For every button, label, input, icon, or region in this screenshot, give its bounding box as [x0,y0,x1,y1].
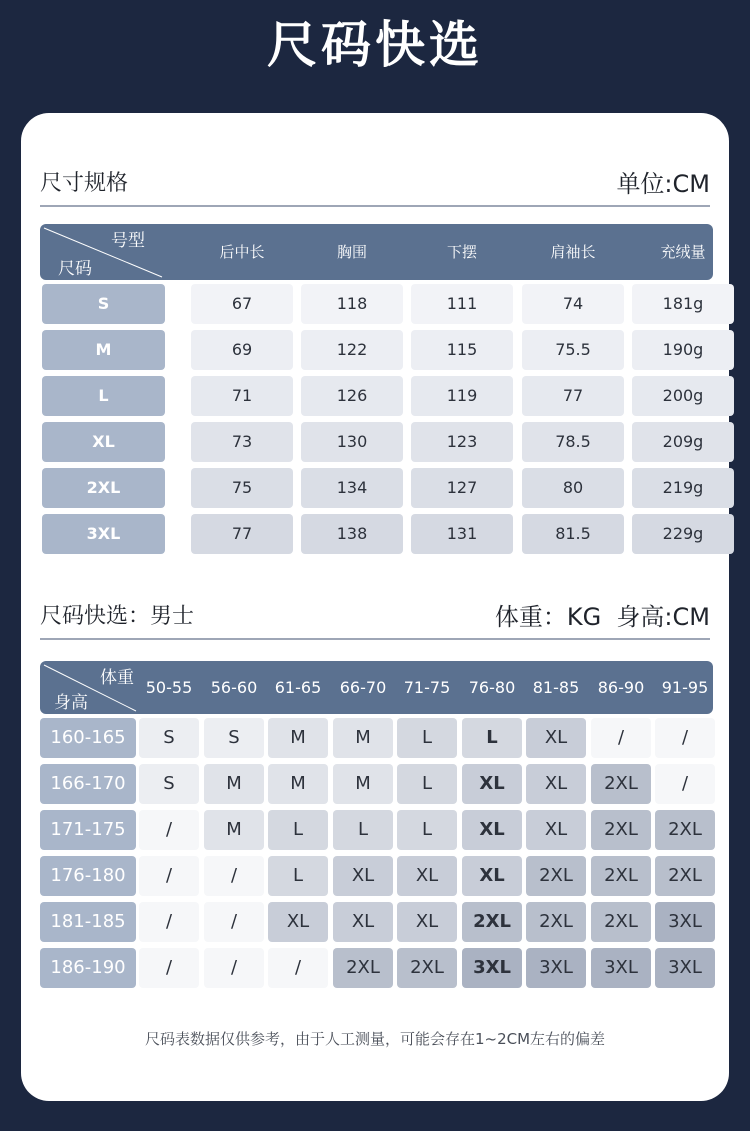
spec-unit: 单位:CM [616,169,710,198]
spec-column-header: 肩袖长 [550,243,596,261]
quick-cell: M [204,810,264,850]
quick-cell: / [655,718,715,758]
quick-cell: M [333,764,393,804]
disclaimer-note: 尺码表数据仅供参考，由于人工测量，可能会存在1~2CM左右的偏差 [144,1030,606,1048]
spec-size-label: M [42,330,165,370]
quick-cell: / [204,902,264,942]
quick-height-label: 186-190 [40,948,136,988]
quick-cell: / [204,856,264,896]
quick-cell: 2XL [526,902,586,942]
quick-cell: 2XL [591,902,651,942]
spec-cell: 74 [522,284,624,324]
quick-cell: / [139,810,199,850]
spec-column-header: 胸围 [336,243,367,261]
quick-cell: XL [462,764,522,804]
quick-cell: L [333,810,393,850]
quick-cell: 2XL [397,948,457,988]
quick-cell: 3XL [655,948,715,988]
quick-cell: XL [333,902,393,942]
quick-column-header: 86-90 [597,678,645,697]
spec-cell: 118 [301,284,403,324]
quick-cell: L [268,810,328,850]
quick-column-header: 66-70 [339,678,387,697]
spec-cell: 71 [191,376,293,416]
quick-height-label: 166-170 [40,764,136,804]
spec-cell: 127 [411,468,513,508]
spec-cell: 115 [411,330,513,370]
quick-cell: S [139,764,199,804]
quick-height-label: 160-165 [40,718,136,758]
spec-section-header [40,157,710,207]
quick-cell: 3XL [591,948,651,988]
quick-cell: / [139,856,199,896]
spec-cell: 138 [301,514,403,554]
quick-cell: XL [462,810,522,850]
spec-size-label: XL [42,422,165,462]
spec-cell: 134 [301,468,403,508]
quick-cell: 2XL [591,856,651,896]
spec-corner-cell [40,224,165,280]
quick-cell: 2XL [462,902,522,942]
quick-cell: 2XL [655,856,715,896]
spec-cell: 219g [632,468,734,508]
quick-heading: 尺码快选：男士 [40,603,195,629]
quick-column-header: 71-75 [403,678,451,697]
spec-cell: 67 [191,284,293,324]
spec-cell: 123 [411,422,513,462]
quick-column-header: 50-55 [145,678,193,697]
spec-corner-bottom: 尺码 [58,259,92,279]
quick-cell: 3XL [462,948,522,988]
quick-cell: M [333,718,393,758]
spec-table-header [40,224,713,280]
quick-cell: M [268,764,328,804]
quick-height-label: 176-180 [40,856,136,896]
spec-cell: 111 [411,284,513,324]
spec-column-header: 充绒量 [660,243,706,261]
quick-cell: / [655,764,715,804]
spec-size-label: L [42,376,165,416]
spec-cell: 122 [301,330,403,370]
size-card [21,113,729,1101]
spec-cell: 77 [522,376,624,416]
quick-height-label: 171-175 [40,810,136,850]
quick-cell: 3XL [526,948,586,988]
spec-cell: 77 [191,514,293,554]
spec-size-label: 2XL [42,468,165,508]
quick-cell: XL [268,902,328,942]
quick-cell: / [268,948,328,988]
spec-cell: 131 [411,514,513,554]
spec-cell: 130 [301,422,403,462]
spec-cell: 78.5 [522,422,624,462]
spec-cell: 75 [191,468,293,508]
quick-corner-cell [40,661,140,714]
quick-cell: / [139,948,199,988]
quick-cell: XL [397,856,457,896]
spec-cell: 229g [632,514,734,554]
quick-cell: XL [397,902,457,942]
spec-column-header: 后中长 [219,243,265,261]
spec-cell: 75.5 [522,330,624,370]
spec-cell: 81.5 [522,514,624,554]
quick-cell: XL [526,764,586,804]
spec-cell: 126 [301,376,403,416]
spec-cell: 73 [191,422,293,462]
spec-size-label: S [42,284,165,324]
quick-cell: XL [526,718,586,758]
quick-cell: XL [526,810,586,850]
quick-cell: L [397,718,457,758]
quick-height-label: 181-185 [40,902,136,942]
spec-corner-top: 号型 [111,231,145,251]
quick-cell: 3XL [655,902,715,942]
quick-cell: XL [333,856,393,896]
quick-corner-bottom: 身高 [54,693,88,713]
spec-cell: 69 [191,330,293,370]
quick-cell: 2XL [333,948,393,988]
quick-column-header: 91-95 [661,678,709,697]
spec-cell: 119 [411,376,513,416]
quick-cell: 2XL [591,810,651,850]
quick-cell: L [462,718,522,758]
spec-cell: 209g [632,422,734,462]
quick-cell: / [204,948,264,988]
page-title: 尺码快选 [267,16,483,74]
quick-cell: S [204,718,264,758]
quick-cell: 2XL [655,810,715,850]
spec-column-header: 下摆 [446,243,477,261]
quick-unit: 体重：KG 身高:CM [494,602,710,631]
quick-cell: L [397,764,457,804]
quick-cell: L [397,810,457,850]
spec-size-label: 3XL [42,514,165,554]
spec-cell: 181g [632,284,734,324]
quick-cell: M [204,764,264,804]
quick-cell: 2XL [591,764,651,804]
quick-cell: XL [462,856,522,896]
spec-heading: 尺寸规格 [40,170,129,196]
quick-cell: / [139,902,199,942]
quick-table-header [40,661,713,714]
quick-cell: / [591,718,651,758]
quick-column-header: 81-85 [532,678,580,697]
spec-cell: 200g [632,376,734,416]
quick-column-header: 56-60 [210,678,258,697]
spec-cell: 190g [632,330,734,370]
quick-cell: S [139,718,199,758]
quick-cell: M [268,718,328,758]
quick-column-header: 61-65 [274,678,322,697]
quick-corner-top: 体重 [100,668,134,688]
quick-cell: L [268,856,328,896]
quick-cell: 2XL [526,856,586,896]
quick-column-header: 76-80 [468,678,516,697]
spec-cell: 80 [522,468,624,508]
quick-section-header [40,590,710,640]
